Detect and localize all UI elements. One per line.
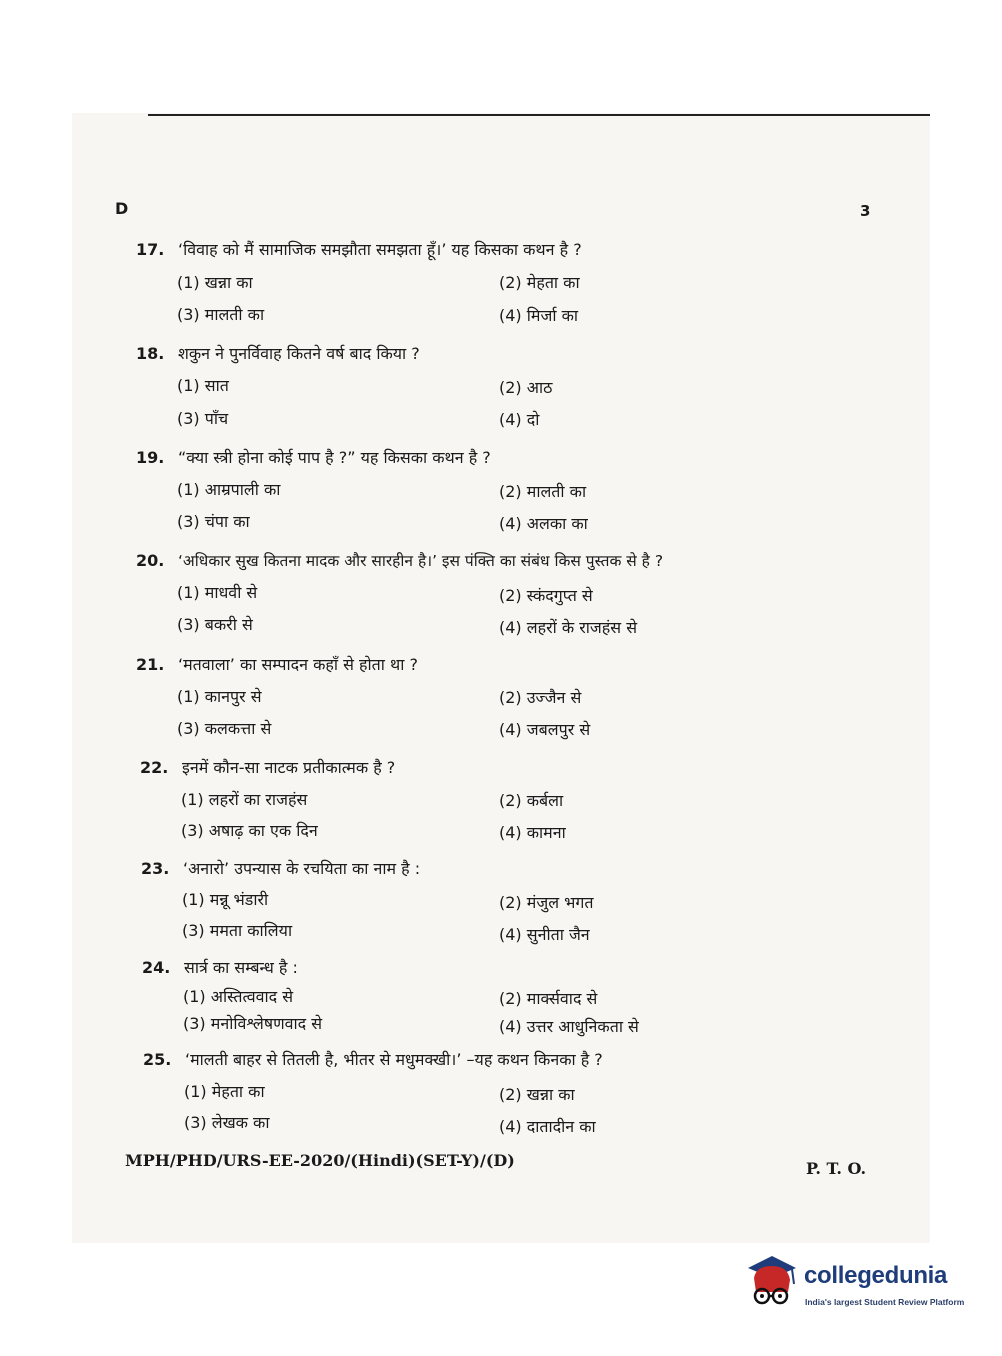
question-20 [136,550,876,572]
option-3: (3) मनोविश्लेषणवाद से [183,1014,323,1033]
option-2: (2) उज्जैन से [499,688,582,707]
option-4: (4) जबलपुर से [499,720,591,739]
option-2: (2) स्कंदगुप्त से [499,586,593,605]
option-1: (1) कानपुर से [177,687,262,706]
brand-name: collegedunia [804,1262,948,1289]
option-4: (4) मिर्जा का [499,306,578,325]
mascot-icon [742,1252,802,1316]
question-text: ‘विवाह को मैं सामाजिक समझौता समझता हूँ।’ यह किसका कथन है ? [178,240,582,259]
option-3: (3) मालती का [177,305,265,324]
question-text: ‘अनारो’ उपन्यास के रचयिता का नाम है : [183,859,421,878]
question-number: 22. [140,758,169,777]
question-number: 18. [136,344,165,363]
question-22 [140,757,880,779]
question-19 [136,447,876,469]
option-4: (4) लहरों के राजहंस से [499,618,638,637]
option-1: (1) माधवी से [177,583,258,602]
option-3: (3) कलकत्ता से [177,719,272,738]
option-1: (1) मन्नू भंडारी [182,890,269,909]
option-1: (1) लहरों का राजहंस [181,790,308,809]
option-3: (3) अषाढ़ का एक दिन [181,821,318,840]
pto-label: P. T. O. [806,1159,867,1178]
question-number: 19. [136,448,165,467]
question-number: 23. [141,859,170,878]
option-2: (2) मंजुल भगत [499,893,594,912]
question-text: ‘अधिकार सुख कितना मादक और सारहीन है।’ इस पंक्ति का संबंध किस पुस्तक से है ? [178,552,664,570]
option-1: (1) आम्रपाली का [177,480,281,499]
option-2: (2) मेहता का [499,273,580,292]
exam-code: MPH/PHD/URS-EE-2020/(Hindi)(SET-Y)/(D) [125,1151,515,1170]
question-23 [141,858,881,880]
brand-tagline: India's largest Student Review Platform [805,1297,965,1307]
option-3: (3) पाँच [177,409,229,428]
question-text: “क्या स्त्री होना कोई पाप है ?” यह किसका कथन है ? [178,448,491,467]
option-2: (2) मालती का [499,482,587,501]
set-letter: D [115,199,129,218]
top-rule [148,114,930,116]
question-text: ‘मतवाला’ का सम्पादन कहाँ से होता था ? [178,655,418,674]
question-24 [142,957,882,979]
question-18 [136,343,876,365]
option-4: (4) कामना [499,823,566,842]
option-2: (2) आठ [499,378,553,397]
option-4: (4) दातादीन का [499,1117,596,1136]
option-4: (4) सुनीता जैन [499,925,590,944]
option-1: (1) खन्ना का [177,273,253,292]
page-number: 3 [860,202,871,220]
question-number: 25. [143,1050,172,1069]
option-3: (3) ममता कालिया [182,921,293,940]
option-4: (4) उत्तर आधुनिकता से [499,1017,639,1036]
option-3: (3) चंपा का [177,512,250,531]
option-3: (3) लेखक का [184,1113,270,1132]
option-1: (1) मेहता का [184,1082,265,1101]
question-number: 20. [136,551,165,570]
question-number: 21. [136,655,165,674]
question-25 [143,1049,883,1071]
question-text: सार्त्र का सम्बन्ध है : [184,958,298,977]
option-1: (1) सात [177,376,229,395]
collegedunia-logo[interactable] [742,1252,972,1322]
option-4: (4) दो [499,410,540,429]
question-number: 24. [142,958,171,977]
option-3: (3) बकरी से [177,615,253,634]
option-2: (2) खन्ना का [499,1085,575,1104]
question-text: ‘मालती बाहर से तितली है, भीतर से मधुमक्खी।’ –यह कथन किनका है ? [185,1050,603,1069]
question-17 [136,239,876,261]
option-2: (2) कर्बला [499,791,564,810]
question-number: 17. [136,240,165,259]
question-21 [136,654,876,676]
question-text: शकुन ने पुनर्विवाह कितने वर्ष बाद किया ? [178,344,420,363]
option-4: (4) अलका का [499,514,588,533]
question-text: इनमें कौन-सा नाटक प्रतीकात्मक है ? [182,758,396,777]
option-1: (1) अस्तित्ववाद से [183,987,294,1006]
option-2: (2) मार्क्सवाद से [499,989,598,1008]
